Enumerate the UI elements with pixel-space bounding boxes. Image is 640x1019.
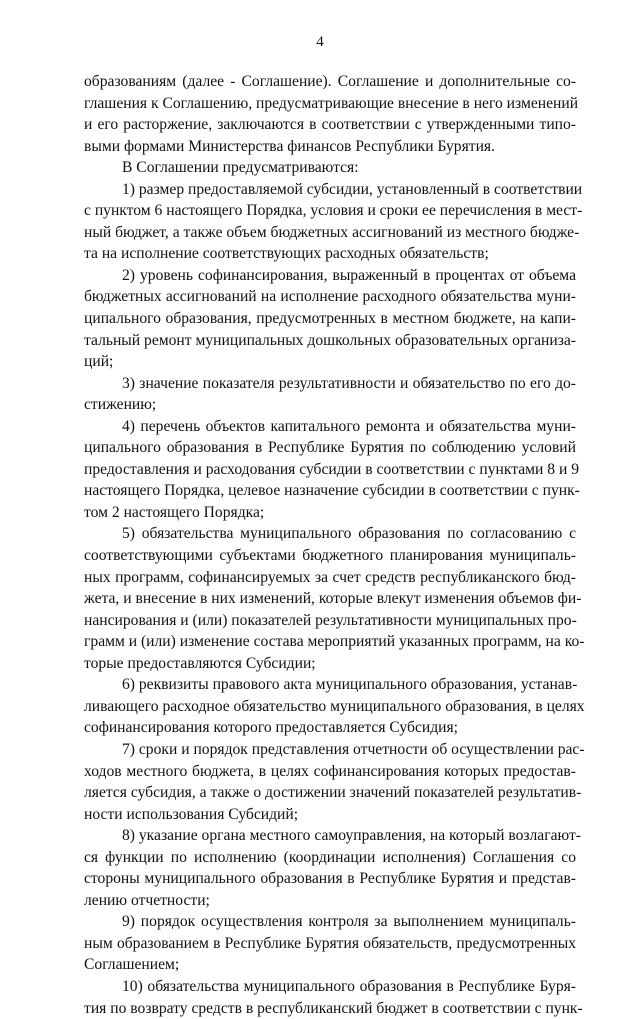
- text-line: нансирования и (или) показателей результативности муниципальных про-: [84, 611, 577, 629]
- text-line: выми формами Министерства финансов Республики Бурятия.: [84, 137, 496, 155]
- text-line: том 2 настоящего Порядка;: [84, 503, 265, 521]
- text-line: стороны муниципального образования в Республике Бурятия и представ-: [84, 870, 576, 888]
- text-line: ся функции по исполнению (координации исполнения) Соглашения со: [84, 848, 576, 866]
- text-line: ляется субсидия, а также о достижении значений показателей результатив-: [84, 784, 582, 802]
- text-line: 10) обязательства муниципального образования в Республике Буря-: [122, 977, 576, 995]
- text-line: бюджетных ассигнований на исполнение расходного обязательства муни-: [84, 288, 576, 306]
- text-line: грамм и (или) изменение состава мероприятий указанных программ, на ко-: [84, 633, 585, 651]
- text-line: ходов местного бюджета, в целях софинансирования которых предостав-: [84, 762, 576, 780]
- text-line: лению отчетности;: [84, 891, 210, 909]
- text-line: 2) уровень софинансирования, выраженный в процентах от объема: [122, 266, 576, 284]
- text-line: та на исполнение соответствующих расходных обязательств;: [84, 245, 489, 263]
- text-line: ципального образования в Республике Бурятия по соблюдению условий: [84, 439, 576, 457]
- text-line: настоящего Порядка, целевое назначение субсидии в соответствии с пунк-: [84, 482, 580, 500]
- document-body: [84, 71, 585, 1019]
- text-line: ности использования Субсидий;: [84, 805, 299, 823]
- text-line: тия по возврату средств в республиканский бюджет в соответствии с пунк-: [84, 999, 583, 1017]
- text-line: жета, и внесение в них изменений, которые влекут изменения объемов фи-: [84, 590, 582, 608]
- text-line: 9) порядок осуществления контроля за выполнением муниципаль-: [122, 913, 576, 931]
- text-line: В Соглашении предусматриваются:: [122, 159, 359, 177]
- text-line: образованиям (далее - Соглашение). Соглашение и дополнительные со-: [84, 73, 576, 90]
- text-line: стижению;: [84, 396, 157, 414]
- text-line: ный бюджет, а также объем бюджетных ассигнований из местного бюдже-: [84, 223, 580, 241]
- text-line: ципального образования, предусмотренных в местном бюджете, на капи-: [84, 310, 576, 328]
- text-line: ных программ, софинансируемых за счет средств республиканского бюд-: [84, 568, 576, 586]
- text-line: софинансирования которого предоставляется Субсидия;: [84, 719, 458, 737]
- text-line: 5) обязательства муниципального образования по согласованию с: [122, 525, 576, 543]
- text-line: 4) перечень объектов капитального ремонта и обязательства муни-: [122, 417, 576, 435]
- text-line: 6) реквизиты правового акта муниципального образования, устанав-: [122, 676, 578, 694]
- text-line: 1) размер предоставляемой субсидии, установленный в соответствии: [122, 180, 583, 198]
- text-line: и его расторжение, заключаются в соответствии с утвержденными типо-: [84, 116, 576, 134]
- text-line: предоставления и расходования субсидии в соответствии с пунктами 8 и 9: [84, 460, 579, 478]
- text-line: 7) сроки и порядок представления отчетности об осуществлении рас-: [122, 740, 585, 758]
- text-line: глашения к Соглашению, предусматривающие внесение в него изменений: [84, 94, 579, 112]
- text-line: 8) указание органа местного самоуправления, на который возлагают-: [122, 827, 582, 845]
- text-line: Соглашением;: [84, 956, 180, 974]
- text-line: торые предоставляются Субсидии;: [84, 654, 316, 672]
- page-number: 4: [316, 34, 324, 50]
- text-line: 3) значение показателя результативности и обязательство по его до-: [122, 374, 576, 392]
- text-line: ливающего расходное обязательство муниципального образования, в целях: [84, 697, 585, 715]
- text-line: ным образованием в Республике Бурятия обязательств, предусмотренных: [84, 934, 576, 952]
- text-line: соответствующими субъектами бюджетного планирования муниципаль-: [84, 547, 576, 565]
- text-line: с пунктом 6 настоящего Порядка, условия и сроки ее перечисления в мест-: [84, 202, 583, 220]
- text-line: ций;: [84, 353, 114, 371]
- text-line: тальный ремонт муниципальных дошкольных образовательных организа-: [84, 331, 576, 349]
